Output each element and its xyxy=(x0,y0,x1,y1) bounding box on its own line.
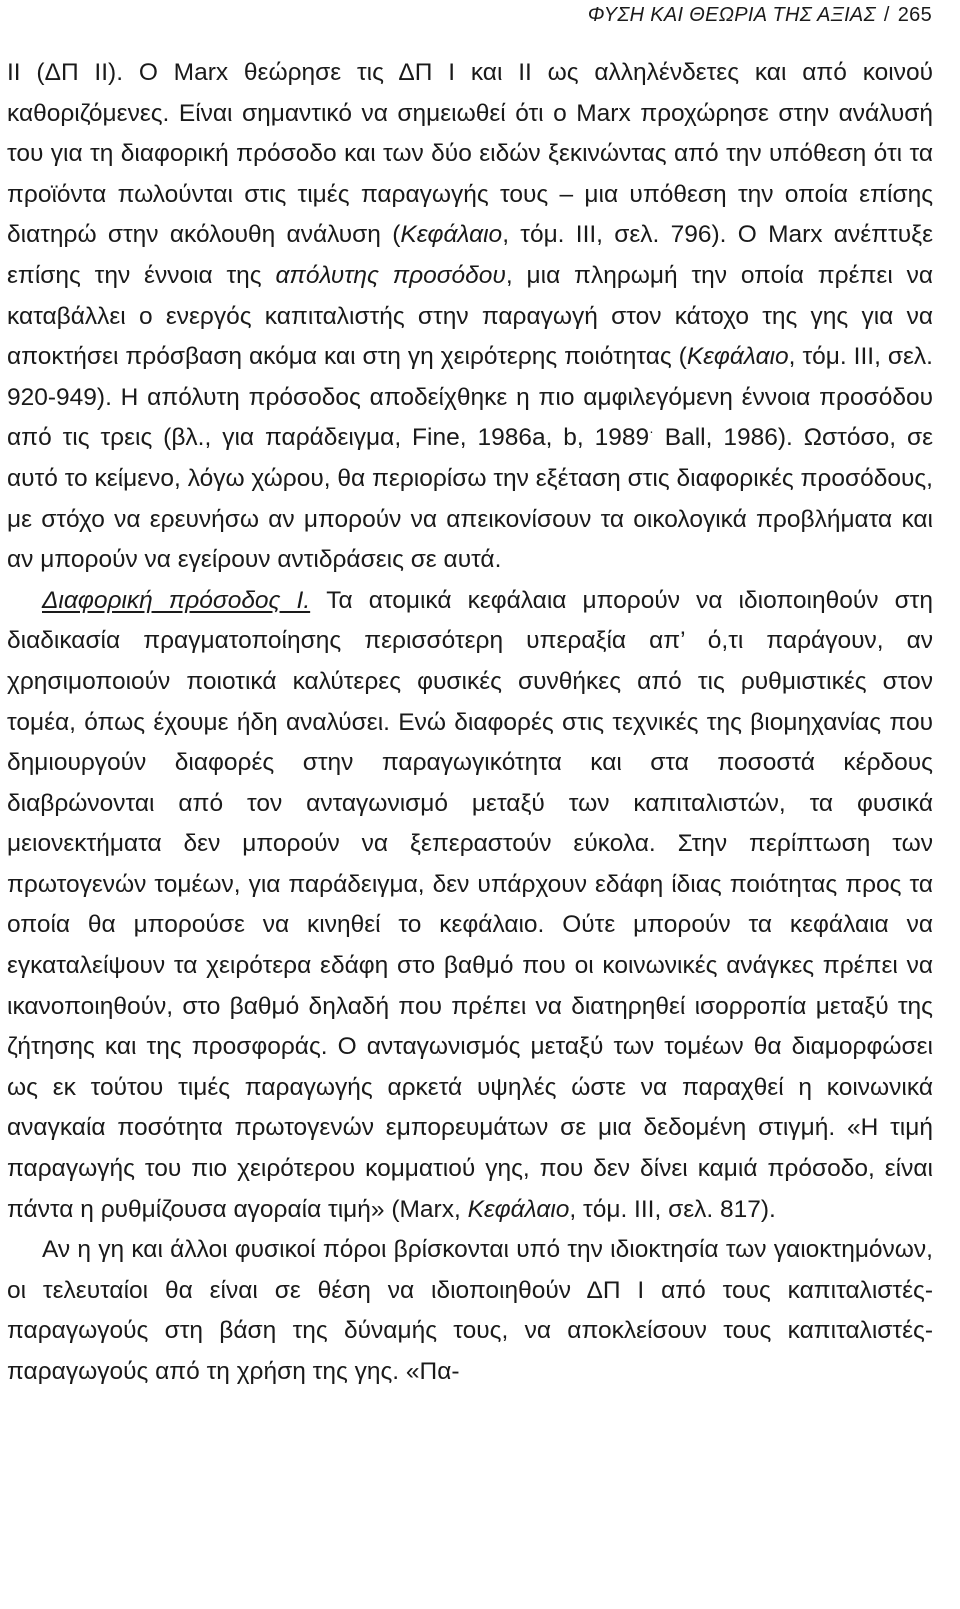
p1-ref-title-2: Κεφάλαιο xyxy=(686,343,789,371)
body-text xyxy=(7,53,933,1393)
p2-ref-title: Κεφάλαιο xyxy=(467,1195,570,1223)
paragraph-3 xyxy=(7,1230,933,1392)
p1-text-4: , τόμ. III, σελ. 920-949). Η απόλυτη πρόσοδος αποδείχθηκε η πιο αμφιλεγόμενη έννοια προσόδου από τις τρεις (βλ., για παράδειγμα, Fine, 1986a, b, 1989 xyxy=(7,343,933,452)
p2-text-1: Τα ατομικά κεφάλαια μπορούν να ιδιοποιηθούν στη διαδικασία πραγματοποίησης περισσότερη υπεραξία απ’ ό,τι παράγουν, αν χρησιμοποιούν ποιοτικά καλύτερες φυσικές συνθήκες από τις ρυθμιστικές στον τομέα, όπως έχουμε ήδη αναλύσει. Ενώ διαφορές στις τεχνικές της βιομηχανίας που δημιουργούν διαφορές στην παραγωγικότητα και στα ποσοστά κέρδους διαβρώνονται από τον ανταγωνισμό μεταξύ των καπιταλιστών, τα φυσικά μειονεκτήματα δεν μπορούν να ξεπεραστούν εύκολα. Στην περίπτωση των πρωτογενών τομέων, για παράδειγμα, δεν υπάρχουν εδάφη ίδιας ποιότητας προς τα οποία θα μπορούσε να κινηθεί το κεφάλαιο. Ούτε μπορούν τα κεφάλαια να εγκαταλείψουν τα χειρότερα εδάφη στο βαθμό που οι κοινωνικές ανάγκες πρέπει να ικανοποιηθούν, στο βαθμό δηλαδή που πρέπει να διατηρηθεί ισορροπία μεταξύ της ζήτησης και της προσφοράς. Ο ανταγωνισμός μεταξύ των τομέων θα διαμορφώσει ως εκ τούτου τιμές παραγωγής αρκετά υψηλές ώστε να παραχθεί η κοινωνικά αναγκαία ποσότητα πρωτογενών εμπορευμάτων σε μια δεδομένη στιγμή. «Η τιμή παραγωγής του πιο χειρότερου κομματιού γης, που δεν δίνει καμιά πρόσοδο, είναι πάντα η ρυθμίζουσα αγοραία τιμή» (Marx, xyxy=(7,586,933,1223)
p3-text: Αν η γη και άλλοι φυσικοί πόροι βρίσκονται υπό την ιδιοκτησία των γαιοκτημόνων, οι τελευταίοι θα είναι σε θέση να ιδιοποιηθούν ΔΠ I από τους καπιταλιστές-παραγωγούς στη βάση της δύναμής τους, να αποκλείσουν τους καπιταλιστές-παραγωγούς από τη χρήση της γης. «Πα- xyxy=(7,1236,933,1385)
p2-text-2: , τόμ. III, σελ. 817). xyxy=(569,1195,776,1223)
running-header xyxy=(588,2,932,28)
running-title: ΦΥΣΗ ΚΑΙ ΘΕΩΡΙΑ ΤΗΣ ΑΞΙΑΣ xyxy=(587,4,876,26)
p1-ref-title-1: Κεφάλαιο xyxy=(400,221,503,249)
paragraph-1 xyxy=(7,53,933,581)
p1-text-3: , μια πληρωμή την οποία πρέπει να καταβάλλει ο ενεργός καπιταλιστής στην παραγωγή στον κάτοχο της γης για να αποκτήσει πρόσβαση ακόμα και στη γη χειρότερης ποιότητας ( xyxy=(7,261,933,371)
section-title-differential-rent-1: Διαφορική πρόσοδος I. xyxy=(42,586,311,614)
paragraph-2 xyxy=(7,581,933,1231)
p1-text-5: Ball, 1986). Ωστόσο, σε αυτό το κείμενο, λόγω χώρου, θα περιορίσω την εξέταση στις διαφορικές προσόδους, με στόχο να ερευνήσω αν μπορούν να απεικονίσουν τα οικολογικά προβλήματα και αν μπορούν να εγείρουν αντιδράσεις σε αυτά. xyxy=(7,424,933,574)
p1-text-1: II (ΔΠ II). Ο Marx θεώρησε τις ΔΠ I και II ως αλληλένδετες και από κοινού καθοριζόμενες. Είναι σημαντικό να σημειωθεί ότι ο Marx προχώρησε στην ανάλυσή του για τη διαφορική πρόσοδο και των δύο ειδών ξεκινώντας από την υπόθεση ότι τα προϊόντα πωλούνται στις τιμές παραγωγής τους – μια υπόθεση την οποία επίσης διατηρώ στην ακόλουθη ανάλυση ( xyxy=(7,59,933,249)
p1-text-2: , τόμ. III, σελ. 796). Ο Marx ανέπτυξε επίσης την έννοια της xyxy=(7,221,933,289)
p1-raised-dot: · xyxy=(649,423,654,440)
header-separator: / xyxy=(883,4,890,26)
page-number: 265 xyxy=(897,4,932,26)
p1-term-absolute-rent: απόλυτης προσόδου xyxy=(275,261,506,289)
